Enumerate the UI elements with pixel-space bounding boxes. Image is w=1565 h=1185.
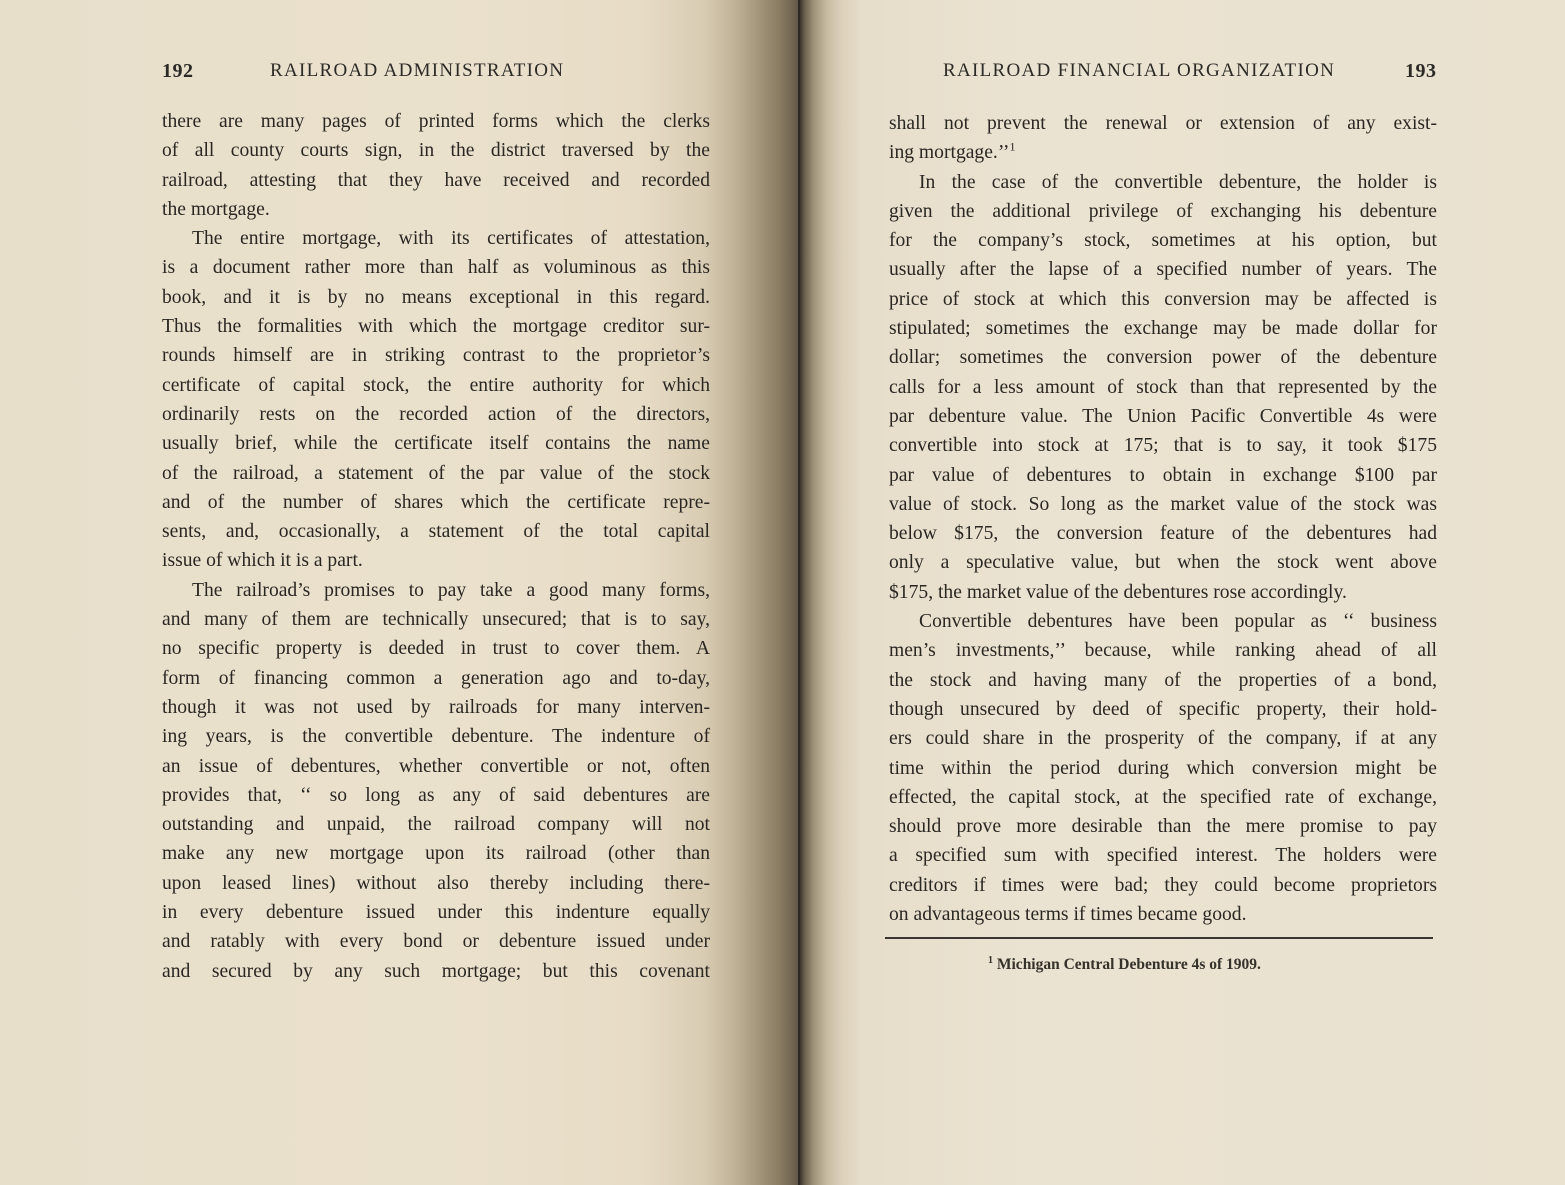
text-line: time within the period during which conversion might be: [889, 757, 1437, 779]
paragraph-start-line: The railroad’s promises to pay take a good many forms,: [192, 579, 710, 601]
left-page-number: 192: [162, 60, 194, 82]
text-line: Thus the formalities with which the mortgage creditor sur-: [162, 316, 710, 338]
text-line: par debenture value. The Union Pacific Convertible 4s were: [889, 405, 1437, 427]
text-line: and secured by any such mortgage; but this covenant: [162, 960, 710, 982]
text-line: ordinarily rests on the recorded action of the directors,: [162, 403, 710, 425]
text-line: par value of debentures to obtain in exchange $100 par: [889, 464, 1437, 486]
text-line: creditors if times were bad; they could become proprietors: [889, 874, 1437, 896]
right-body-text: [889, 109, 1437, 929]
left-running-head: RAILROAD ADMINISTRATION: [270, 60, 565, 81]
text-line: ing years, is the convertible debenture. The indenture of: [162, 726, 710, 748]
text-line: an issue of debentures, whether convertible or not, often: [162, 755, 710, 777]
text-line: price of stock at which this conversion may be affected is: [889, 288, 1437, 310]
text-line: a specified sum with specified interest. The holders were: [889, 845, 1437, 867]
text-line: and many of them are technically unsecured; that is to say,: [162, 609, 710, 631]
text-line: rounds himself are in striking contrast to the proprietor’s: [162, 345, 710, 367]
text-line: railroad, attesting that they have received and recorded: [162, 169, 710, 191]
text-line: provides that, ‘‘ so long as any of said debentures are: [162, 784, 710, 806]
text-line: is a document rather more than half as voluminous as this: [162, 257, 710, 279]
text-line: calls for a less amount of stock than that represented by the: [889, 376, 1437, 398]
text-line: though unsecured by deed of specific property, their hold-: [889, 698, 1437, 720]
text-line: upon leased lines) without also thereby including there-: [162, 872, 710, 894]
right-page-number: 193: [1405, 60, 1437, 82]
text-line: below $175, the conversion feature of the debentures had: [889, 523, 1437, 545]
text-line: ers could share in the prosperity of the company, if at any: [889, 728, 1437, 750]
text-line: and ratably with every bond or debenture issued under: [162, 931, 710, 953]
text-line: make any new mortgage upon its railroad (other than: [162, 843, 710, 865]
text-line: outstanding and unpaid, the railroad company will not: [162, 814, 710, 836]
text-line: shall not prevent the renewal or extension of any exist-: [889, 113, 1437, 134]
text-line: there are many pages of printed forms which the clerks: [162, 111, 710, 132]
text-line: value of stock. So long as the market value of the stock was: [889, 493, 1437, 515]
footnote-reference: 1: [1009, 139, 1016, 154]
text-line: the stock and having many of the properties of a bond,: [889, 669, 1437, 691]
footnote: [988, 955, 1261, 974]
text-line: though it was not used by railroads for many interven-: [162, 696, 710, 718]
text-line: men’s investments,’’ because, while ranking ahead of all: [889, 640, 1437, 662]
text-line: form of financing common a generation ago and to-day,: [162, 667, 710, 689]
text-line: certificate of capital stock, the entire authority for which: [162, 374, 710, 396]
text-line-with-footnote-ref: [889, 138, 1437, 167]
text-line: dollar; sometimes the conversion power of the debenture: [889, 347, 1437, 369]
text-line: usually brief, while the certificate itself contains the name: [162, 433, 710, 455]
paragraph-start-line: Convertible debentures have been popular as ‘‘ business: [919, 611, 1437, 633]
right-page: [800, 0, 1565, 1185]
footnote-rule: [885, 937, 1433, 939]
text-line: of the railroad, a statement of the par value of the stock: [162, 462, 710, 484]
text-line: for the company’s stock, sometimes at his option, but: [889, 230, 1437, 252]
text-line: convertible into stock at 175; that is to say, it took $175: [889, 435, 1437, 457]
text-line: effected, the capital stock, at the specified rate of exchange,: [889, 786, 1437, 808]
text-line: no specific property is deeded in trust to cover them. A: [162, 638, 710, 660]
text-line: usually after the lapse of a specified number of years. The: [889, 259, 1437, 281]
text-span: ing mortgage.’’: [889, 142, 1010, 164]
text-line: given the additional privilege of exchanging his debenture: [889, 200, 1437, 222]
text-line: $175, the market value of the debentures rose accordingly.: [889, 581, 1347, 603]
text-line: sents, and, occasionally, a statement of the total capital: [162, 521, 710, 543]
footnote-text: Michigan Central Debenture 4s of 1909.: [996, 956, 1261, 974]
paragraph-start-line: In the case of the convertible debenture, the holder is: [919, 171, 1437, 193]
text-line: stipulated; sometimes the exchange may be made dollar for: [889, 318, 1437, 340]
text-line: on advantageous terms if times became good.: [889, 904, 1247, 926]
left-body-text: [162, 107, 710, 986]
text-line: in every debenture issued under this indenture equally: [162, 902, 710, 924]
text-line: the mortgage.: [162, 198, 270, 220]
text-line: should prove more desirable than the mere promise to pay: [889, 816, 1437, 838]
text-line: book, and it is by no means exceptional in this regard.: [162, 286, 710, 308]
right-running-head: RAILROAD FINANCIAL ORGANIZATION: [943, 60, 1336, 81]
text-line: and of the number of shares which the certificate repre-: [162, 491, 710, 513]
text-line: issue of which it is a part.: [162, 550, 363, 572]
text-line: only a speculative value, but when the stock went above: [889, 552, 1437, 574]
footnote-marker: 1: [988, 955, 993, 966]
paragraph-start-line: The entire mortgage, with its certificates of attestation,: [192, 228, 710, 250]
text-line: of all county courts sign, in the district traversed by the: [162, 140, 710, 162]
